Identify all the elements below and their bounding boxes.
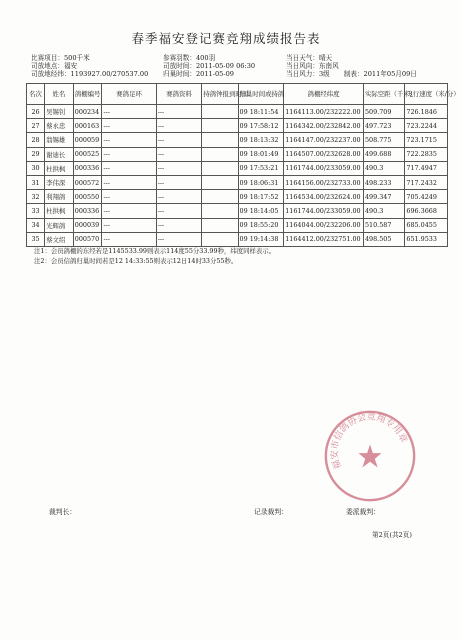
table-cell — [202, 161, 238, 175]
close-time: 归巢时间：2011-05-09 — [163, 70, 234, 78]
table-header-row — [27, 84, 448, 105]
table-cell: 509.709 — [363, 105, 404, 119]
table-cell — [202, 105, 238, 119]
table-row — [27, 161, 448, 175]
table-cell: --- — [102, 218, 156, 232]
table-cell: 09 18:14:05 — [238, 204, 284, 218]
table-cell: 722.2835 — [405, 147, 448, 161]
table-cell: 723.2244 — [405, 119, 448, 133]
table-cell: 705.4249 — [405, 190, 448, 204]
header-cell: 名次 — [27, 84, 45, 105]
meta-block-right — [286, 54, 417, 78]
table-cell: 000572 — [73, 175, 102, 189]
table-cell: 000234 — [73, 105, 102, 119]
table-cell: 杜拱枫 — [45, 161, 74, 175]
table-row — [27, 232, 448, 246]
table-cell: 1164342.00/232842.00 — [284, 119, 364, 133]
weather: 当日天气：晴天 — [286, 54, 333, 62]
table-cell: --- — [102, 175, 156, 189]
table-cell: 28 — [27, 133, 45, 147]
table-cell: 000525 — [73, 147, 102, 161]
table-cell: 490.3 — [363, 161, 404, 175]
table-cell: 吴锡钊 — [45, 105, 74, 119]
table-cell: 498.233 — [363, 175, 404, 189]
table-cell: 1164534.00/232624.00 — [284, 190, 364, 204]
table-cell: --- — [102, 105, 156, 119]
table-cell: 000336 — [73, 161, 102, 175]
table-cell: 30 — [27, 161, 45, 175]
header-cell: 赛鸽足环 — [102, 84, 156, 105]
table-cell: 510.587 — [363, 218, 404, 232]
table-cell: 光辉鸽 — [45, 218, 74, 232]
table-row — [27, 105, 448, 119]
meta-block-left — [31, 54, 148, 78]
table-cell: 726.1846 — [405, 105, 448, 119]
table-cell: --- — [156, 190, 202, 204]
table-cell: 498.505 — [363, 232, 404, 246]
entries-count: 参赛羽数：400羽 — [163, 54, 216, 62]
table-cell: 29 — [27, 147, 45, 161]
table-cell: --- — [156, 119, 202, 133]
table-cell: 谢迪长 — [45, 147, 74, 161]
official-seal-icon — [322, 408, 418, 504]
meta-block-mid — [163, 54, 255, 78]
table-cell: 35 — [27, 232, 45, 246]
table-cell: 09 17:58:12 — [238, 119, 284, 133]
table-cell: 26 — [27, 105, 45, 119]
table-cell — [202, 218, 238, 232]
table-cell: 1161744.00/233059.00 — [284, 161, 364, 175]
table-cell: 31 — [27, 175, 45, 189]
table-cell — [202, 175, 238, 189]
note-1: 注1：会员鸽棚的东经若是1145533.99则表示114度55分33.99秒，纬度同样表示。 — [34, 247, 276, 255]
table-cell — [202, 133, 238, 147]
header-cell: 鸽棚经纬度 — [284, 84, 364, 105]
table-cell: 33 — [27, 204, 45, 218]
release-coord: 司放地经纬：1193927.00/270537.00 — [31, 70, 149, 78]
table-cell: 利翔鸽 — [45, 190, 74, 204]
table-cell: --- — [102, 161, 156, 175]
table-cell: 09 19:14:38 — [238, 232, 284, 246]
table-cell: 000570 — [73, 232, 102, 246]
table-cell: --- — [156, 218, 202, 232]
table-cell: 李伟深 — [45, 175, 74, 189]
table-cell: 499.688 — [363, 147, 404, 161]
header-cell: 鸽棚编号 — [73, 84, 102, 105]
table-cell: --- — [156, 232, 202, 246]
header-cell: 持鸽钟报到时间 — [202, 84, 238, 105]
header-cell: 姓名 — [45, 84, 74, 105]
table-cell: 508.775 — [363, 133, 404, 147]
report-date: 制表：2011年05月09日 — [343, 70, 417, 78]
table-cell: --- — [156, 105, 202, 119]
header-cell: 归巢时间或持鸽 — [238, 84, 284, 105]
table-cell: 34 — [27, 218, 45, 232]
table-cell: 1164113.00/232222.00 — [284, 105, 364, 119]
table-cell: --- — [156, 147, 202, 161]
table-cell: 1164044.00/232206.00 — [284, 218, 364, 232]
table-cell: 717.2432 — [405, 175, 448, 189]
table-row — [27, 204, 448, 218]
table-cell: 09 18:11:54 — [238, 105, 284, 119]
table-cell: 497.723 — [363, 119, 404, 133]
table-cell: --- — [102, 232, 156, 246]
release-time: 司放时间：2011-05-09 06:30 — [163, 62, 256, 70]
judge-head-label: 裁判长： — [49, 508, 77, 516]
results-table — [26, 83, 460, 247]
table-row — [27, 190, 448, 204]
wind-direction: 当日风向：东南风 — [286, 62, 339, 70]
header-cell: 实际空距（千米） — [363, 84, 404, 105]
table-cell: --- — [102, 133, 156, 147]
page-number: 第2页(共2页) — [372, 531, 412, 539]
table-row — [27, 133, 448, 147]
table-cell: 27 — [27, 119, 45, 133]
table-cell: 翁锡雄 — [45, 133, 74, 147]
table-cell: 32 — [27, 190, 45, 204]
table-cell: --- — [156, 204, 202, 218]
table-cell: --- — [102, 119, 156, 133]
table-cell: 09 17:53:21 — [238, 161, 284, 175]
table-cell: 490.3 — [363, 204, 404, 218]
table-cell: 000163 — [73, 119, 102, 133]
table-cell: 000550 — [73, 190, 102, 204]
table-body — [27, 105, 448, 247]
table-cell — [202, 147, 238, 161]
table-cell: 蔡永忠 — [45, 119, 74, 133]
table-cell: 09 18:06:31 — [238, 175, 284, 189]
table-cell: 696.3668 — [405, 204, 448, 218]
wind-force: 当日风力：3级 — [286, 70, 330, 78]
recorder-label: 记录裁判： — [254, 508, 288, 516]
release-site: 司放地点：福安 — [31, 62, 78, 70]
table-cell: 蔡文绍 — [45, 232, 74, 246]
table-cell: 000336 — [73, 204, 102, 218]
table-cell: 717.4947 — [405, 161, 448, 175]
notes-block — [34, 247, 275, 266]
table-cell: 651.9533 — [405, 232, 448, 246]
wind-force-row — [286, 70, 417, 78]
table-cell: --- — [156, 133, 202, 147]
table-cell: 499.347 — [363, 190, 404, 204]
table-cell: 000059 — [73, 133, 102, 147]
table-cell: 09 18:01:49 — [238, 147, 284, 161]
header-cell: 飞行速度（米/分） — [405, 84, 448, 105]
table-cell: 杜拱枫 — [45, 204, 74, 218]
delegate-label: 委派裁判： — [346, 508, 380, 516]
table-cell — [202, 204, 238, 218]
svg-text:福安市信鸽协会竞翔专用章: 福安市信鸽协会竞翔专用章 — [330, 412, 409, 471]
header-cell: 赛鸽资料 — [156, 84, 202, 105]
table-cell — [202, 190, 238, 204]
table-row — [27, 175, 448, 189]
table-cell: --- — [156, 175, 202, 189]
table-cell: 1164156.00/232733.00 — [284, 175, 364, 189]
table-cell — [202, 232, 238, 246]
table-row — [27, 147, 448, 161]
table-cell: --- — [102, 204, 156, 218]
table-row — [27, 218, 448, 232]
table-cell: --- — [102, 147, 156, 161]
table-cell: 09 18:55:20 — [238, 218, 284, 232]
table-cell: 1164412.00/232751.00 — [284, 232, 364, 246]
table-cell: --- — [156, 161, 202, 175]
race-distance: 比赛项目：500千米 — [31, 54, 90, 62]
table-cell: 723.1715 — [405, 133, 448, 147]
table-cell: 09 18:13:32 — [238, 133, 284, 147]
table-row — [27, 119, 448, 133]
report-title: 春季福安登记赛竞翔成绩报告表 — [131, 31, 321, 46]
table-cell: 1164147.00/232237.00 — [284, 133, 364, 147]
note-2: 注2：会员信鸽归巢时间若是12 14:33:55则表示12日14时33分55秒。 — [34, 256, 238, 265]
table-cell: 1164507.00/232628.00 — [284, 147, 364, 161]
table-cell — [202, 119, 238, 133]
table-cell: 1161744.00/233059.00 — [284, 204, 364, 218]
table-cell: 09 18:17:52 — [238, 190, 284, 204]
table-cell: 685.0455 — [405, 218, 448, 232]
table-cell: --- — [102, 190, 156, 204]
table-cell: 000039 — [73, 218, 102, 232]
